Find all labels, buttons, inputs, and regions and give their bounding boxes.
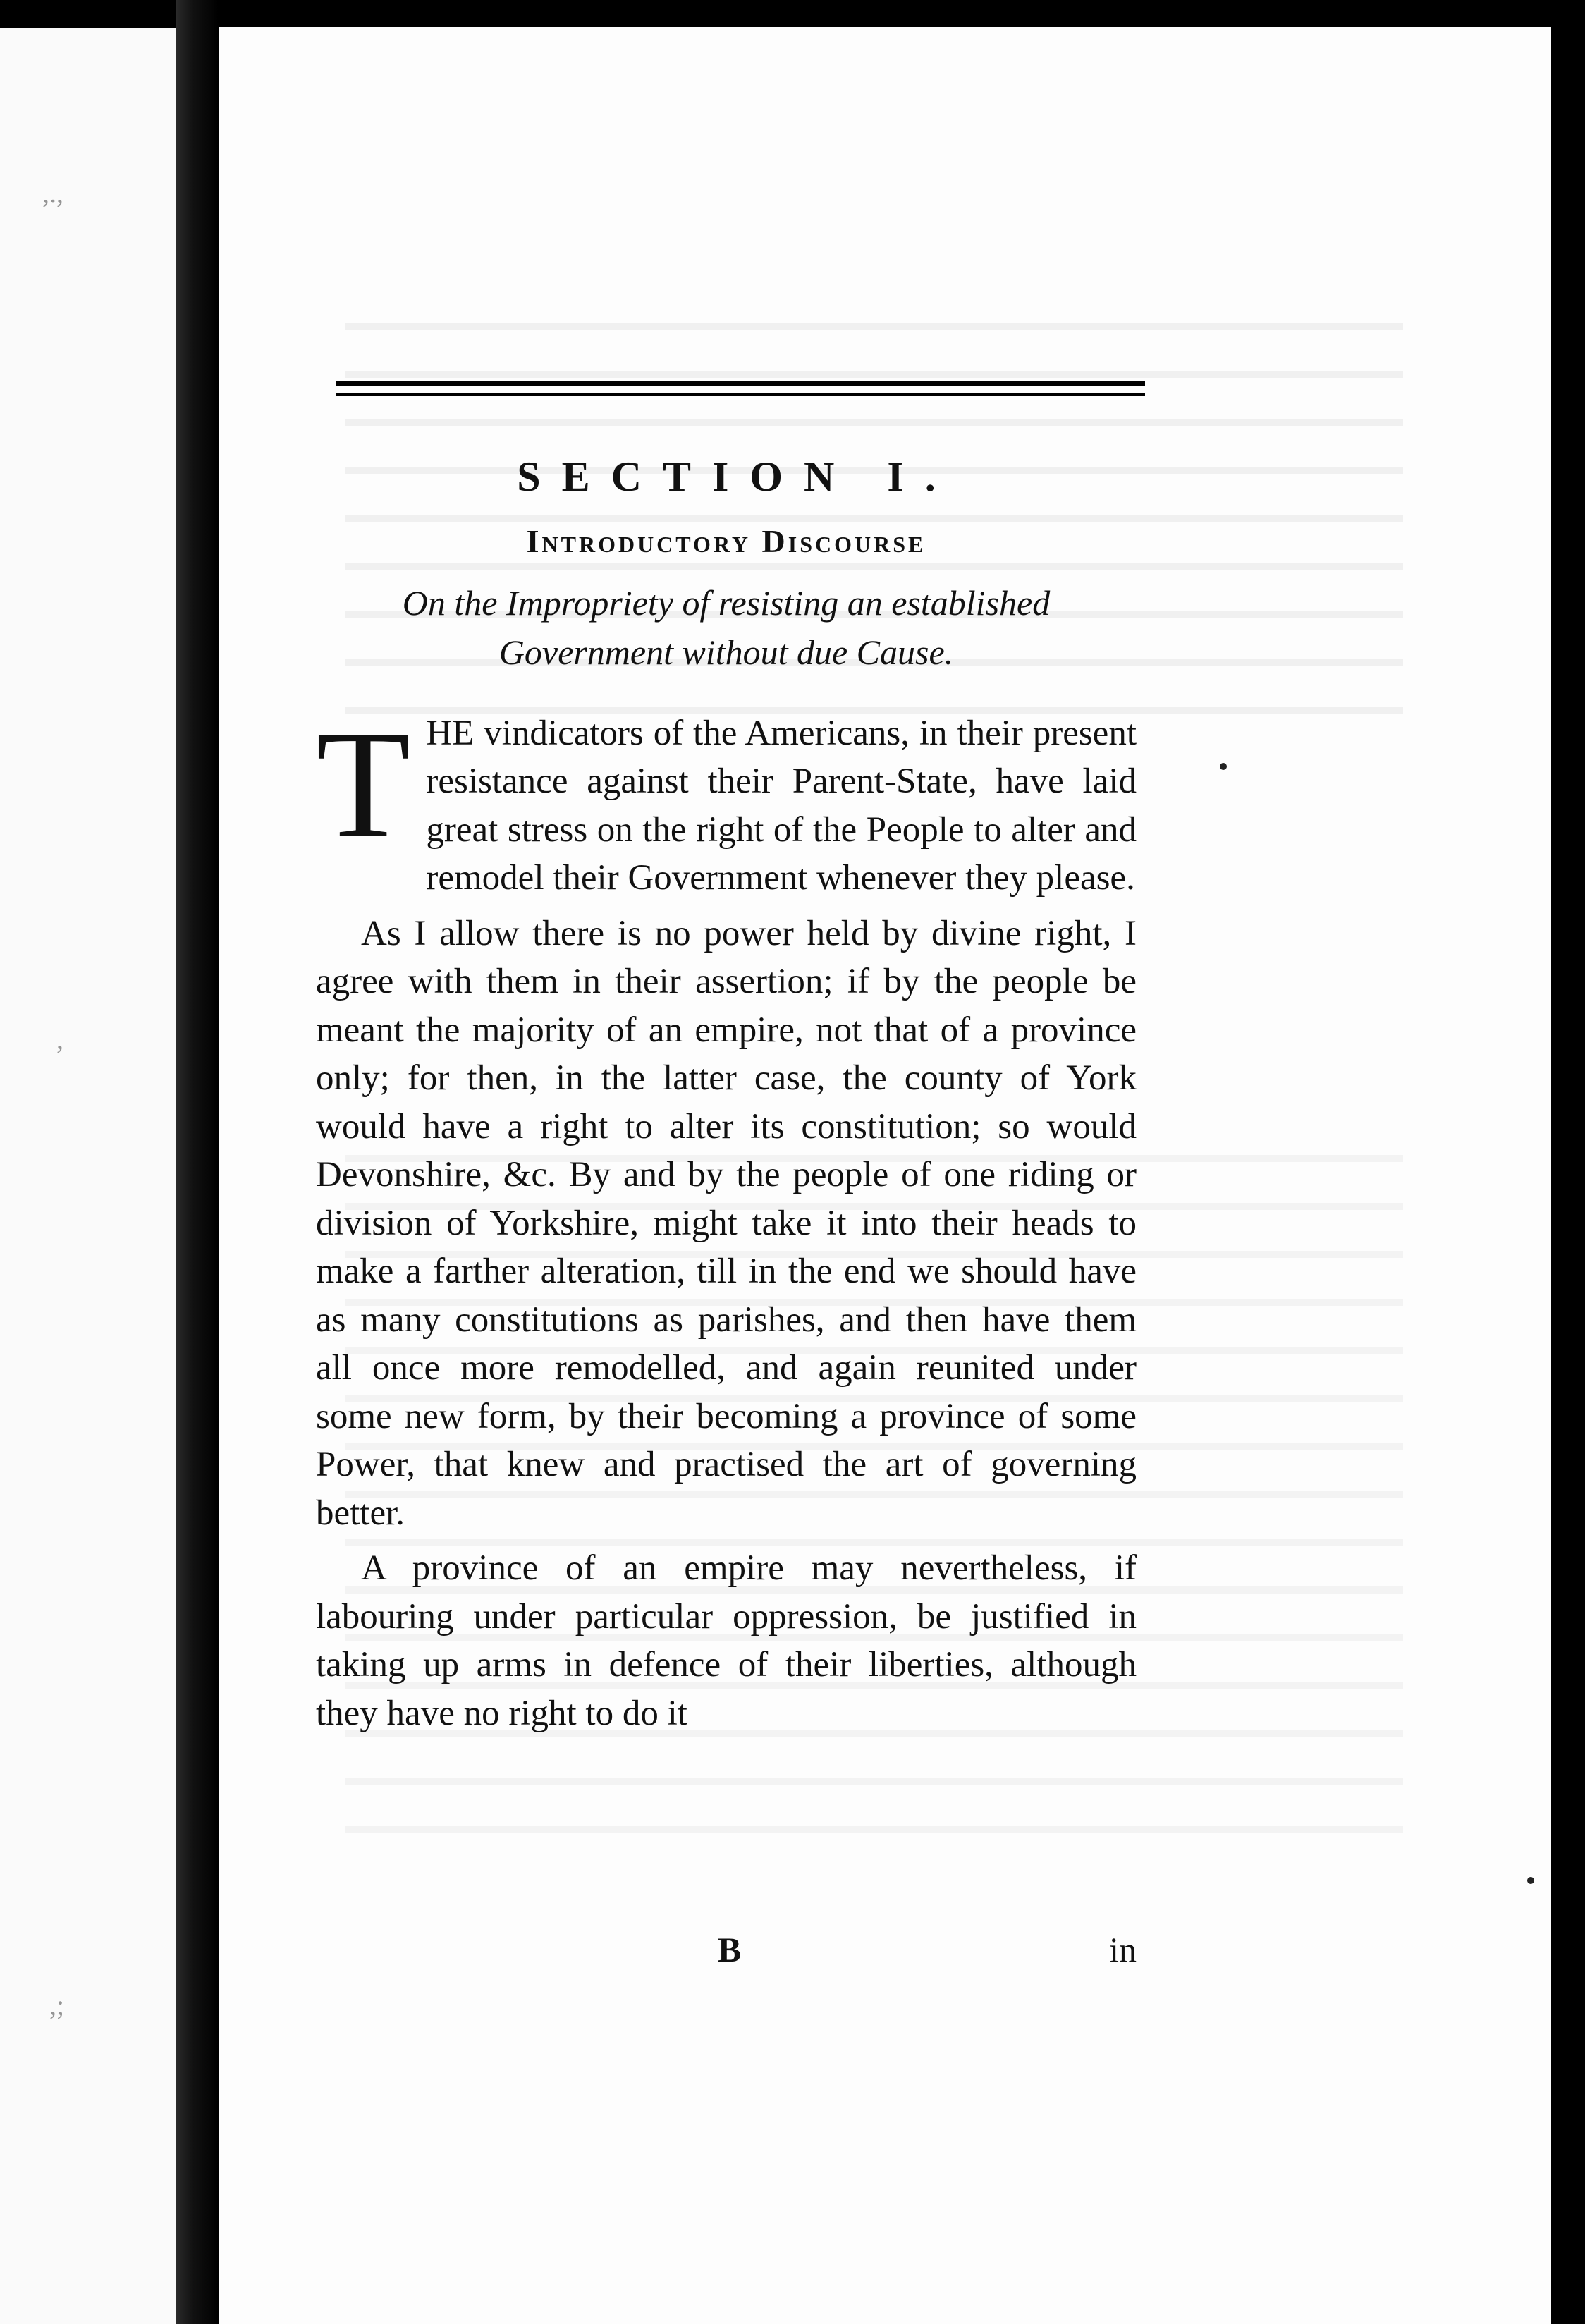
ink-speck xyxy=(1527,1877,1534,1884)
page-body xyxy=(316,451,1137,1744)
catchword: in xyxy=(1109,1930,1137,1969)
page-edge-shadow xyxy=(1551,0,1585,2324)
discourse-heading: Introductory Discourse xyxy=(526,523,926,559)
paragraph-1-text: HE vindicators of the Americans, in their present resistance against their Parent-State, have laid great stress on the right of the People to alter and remodel their Government whenever they please. xyxy=(426,713,1137,898)
facing-page-fragment xyxy=(0,28,176,2324)
margin-ink-mark: ,; xyxy=(49,1989,65,2021)
drop-cap: T xyxy=(316,697,411,870)
paragraph-3: A province of an empire may nevertheless, if labouring under particular oppression, be justified in taking up arms in defence of their liberties, although they have no right to do it xyxy=(316,1548,1137,1733)
chapter-subtitle: On the Impropriety of resisting an established Government without due Cause. xyxy=(402,582,1051,672)
margin-ink-mark: ,., xyxy=(42,177,63,209)
ink-speck xyxy=(1220,763,1227,770)
binding-gutter xyxy=(176,0,219,2324)
section-title: SECTION I. xyxy=(517,453,957,500)
signature-mark: B xyxy=(718,1930,742,1969)
margin-ink-mark: , xyxy=(56,1023,63,1055)
paragraph-2: As I allow there is no power held by divine right, I agree with them in their assertion; if by the people be meant the majority of an empire, not that of a province only; for then, in the latter case, the county of York would have a right to alter its constitution; so would Devonshire, &c. By and by the people of one riding or division of Yorkshire, might take it into their heads to make a farther alteration, till in the end we should have as many constitutions as parishes, and then have them all once more remodelled, and again reunited under some new form, by their becoming a province of some Power, that knew and practised the art of governing better. xyxy=(316,913,1137,1533)
header-rule-thick xyxy=(336,381,1145,386)
header-rule-thin xyxy=(336,393,1145,396)
paragraph-1 xyxy=(316,697,1137,903)
